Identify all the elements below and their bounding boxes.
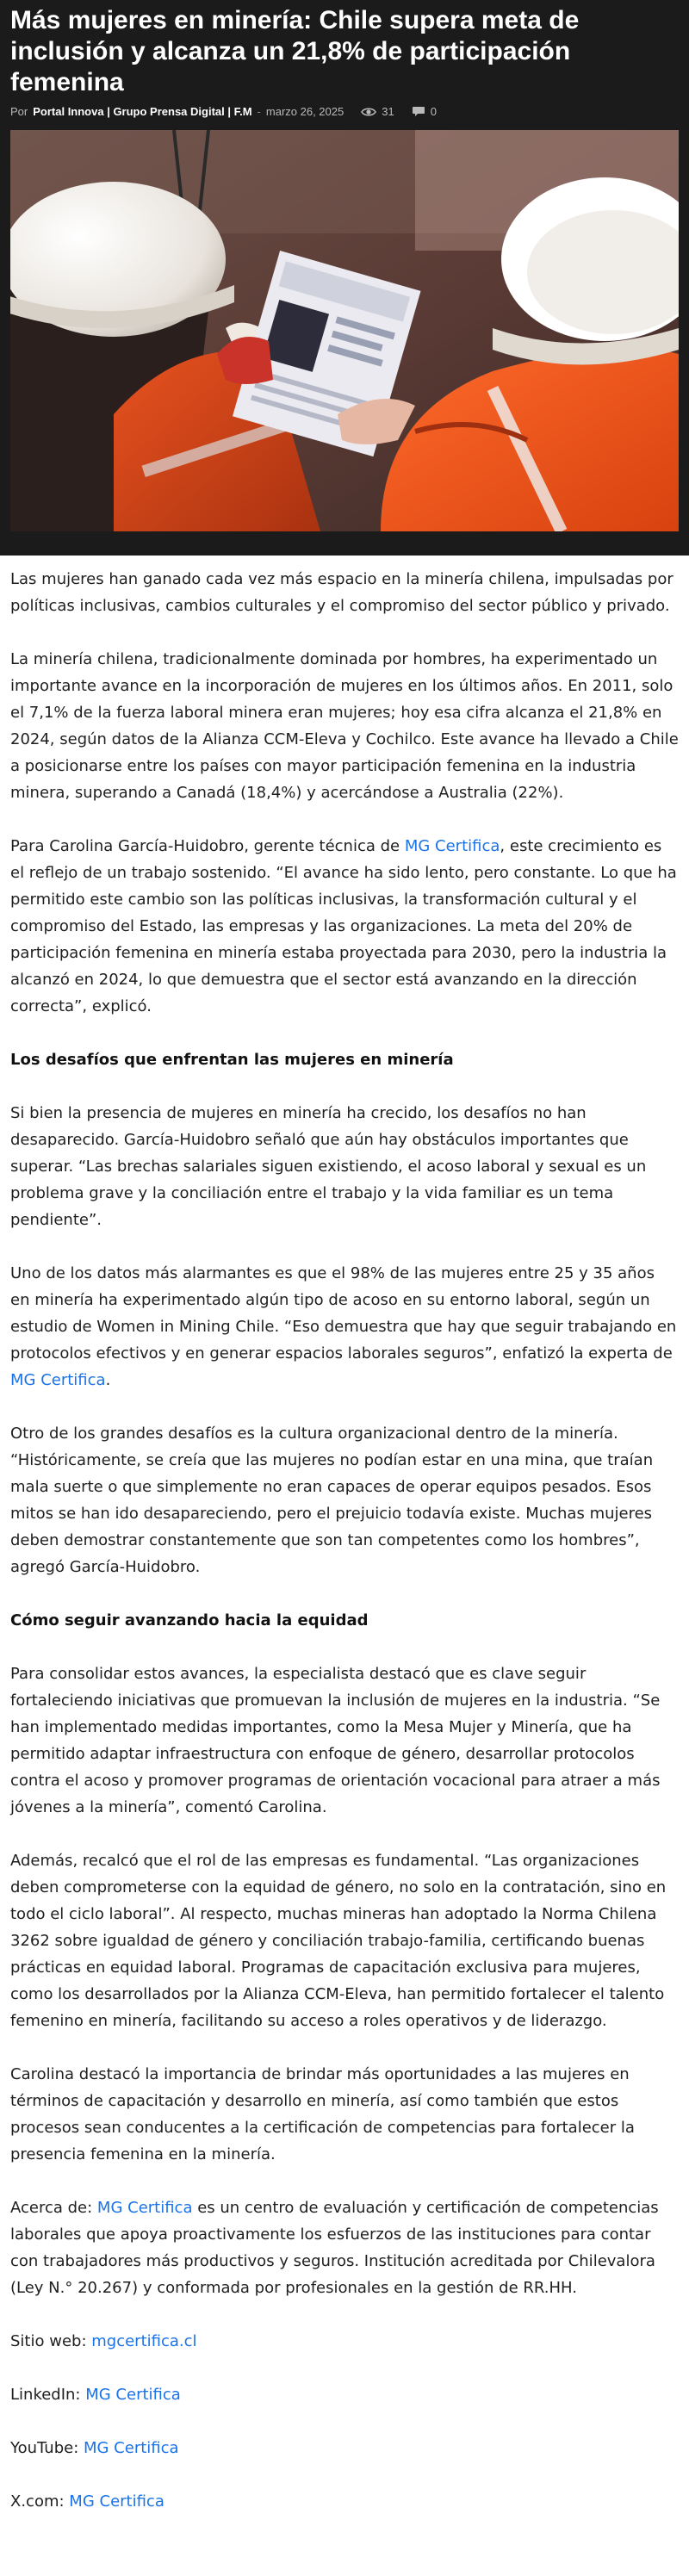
paragraph <box>10 1260 679 1394</box>
text: Acerca de: <box>10 2199 97 2217</box>
paragraph: Otro de los grandes desafíos es la cultura organizacional dentro de la minería. “Históricamente, se creía que las mujeres no podían estar en una mina, que traían mala suerte o que simplemente no eran capaces de operar equipos pesados. Esos mitos se han ido desapareciendo, pero el prejuicio todavía existe. Muchas mujeres deben demostrar constantemente que son tan competentes como los hombres”, agregó García-Huidobro. <box>10 1425 654 1576</box>
linkedin-link[interactable]: MG Certifica <box>85 2386 181 2404</box>
paragraph: Carolina destacó la importancia de brindar más oportunidades a las mujeres en términos de capacitación y desarrollo en minería, así como también que estos procesos sean conducentes a la certificación de competencias para fortalecer la presencia femenina en la minería. <box>10 2065 635 2163</box>
section-heading-desafios: Los desafíos que enfrentan las mujeres en minería <box>10 1051 454 1069</box>
mg-certifica-link[interactable]: MG Certifica <box>404 837 500 855</box>
website-link[interactable]: mgcertifica.cl <box>91 2332 197 2350</box>
by-prefix: Por <box>10 105 28 118</box>
text: Para Carolina García-Huidobro, gerente técnica de <box>10 837 405 855</box>
meta-separator: - <box>257 105 261 118</box>
text: , este crecimiento es el reflejo de un trabajo sostenido. “El avance ha sido lento, pero constante. Lo que ha permitido este cambio son las políticas inclusivas, la transformación cultural y el compromiso del Estado, las empresas y las organizaciones. La meta del 20% de participación femenina en minería estaba proyectada para 2030, pero la industria la alcanzó en 2024, lo que demuestra que el sector está avanzando en la dirección correcta”, explicó. <box>10 837 677 1015</box>
x-link[interactable]: MG Certifica <box>69 2492 164 2511</box>
publish-date: marzo 26, 2025 <box>265 105 344 118</box>
youtube-link[interactable]: MG Certifica <box>83 2439 179 2457</box>
link-label: Sitio web: <box>10 2332 92 2350</box>
hero-image-wrapper <box>0 130 689 556</box>
comments-count: 0 <box>430 105 437 118</box>
text: Uno de los datos más alarmantes es que el 98% de las mujeres entre 25 y 35 años en minería ha experimentado algún tipo de acoso en su entorno laboral, según un estudio de Women in Mining Chile. “Eso demuestra que hay que seguir trabajando en protocolos efectivos y en generar espacios laborales seguros”, enfatizó la experta de <box>10 1264 677 1362</box>
paragraph: Si bien la presencia de mujeres en minería ha crecido, los desafíos no han desaparecido. García-Huidobro señaló que aún hay obstáculos importantes que superar. “Las brechas salariales siguen existiendo, el acoso laboral y sexual es un problema grave y la conciliación entre el trabajo y la vida familiar es un tema pendiente”. <box>10 1104 647 1229</box>
paragraph <box>10 833 679 1020</box>
paragraph: La minería chilena, tradicionalmente dominada por hombres, ha experimentado un importante avance en la incorporación de mujeres en los últimos años. En 2011, solo el 7,1% de la fuerza laboral minera eran mujeres; hoy esa cifra alcanza el 21,8% en 2024, según datos de la Alianza CCM-Eleva y Cochilco. Este avance ha llevado a Chile a posicionarse entre los países con mayor participación femenina en la industria minera, superando a Canadá (18,4%) y acercándose a Australia (22%). <box>10 650 679 802</box>
link-label: LinkedIn: <box>10 2386 86 2404</box>
article-meta <box>10 105 679 118</box>
link-line-youtube <box>10 2435 679 2461</box>
views-stat <box>361 105 394 118</box>
comments-stat[interactable] <box>412 105 437 118</box>
article-title: Más mujeres en minería: Chile supera meta de inclusión y alcanza un 21,8% de participación femenina <box>10 6 580 96</box>
mg-certifica-link[interactable]: MG Certifica <box>96 2199 193 2217</box>
link-line-linkedin <box>10 2381 679 2408</box>
paragraph: Para consolidar estos avances, la especialista destacó que es clave seguir fortaleciendo iniciativas que promuevan la inclusión de mujeres en la industria. “Se han implementado medidas importantes, como la Mesa Mujer y Minería, que ha permitido adaptar infraestructura con enfoque de género, desarrollar protocolos contra el acoso y promover programas de orientación vocacional para atraer a más jóvenes a la minería”, comentó Carolina. <box>10 1665 661 1816</box>
mg-certifica-link[interactable]: MG Certifica <box>10 1371 106 1389</box>
article-header <box>0 0 689 130</box>
link-label: YouTube: <box>10 2439 84 2457</box>
author-link[interactable]: Portal Innova | Grupo Prensa Digital | F.M <box>33 105 252 118</box>
hero-image <box>10 130 679 531</box>
section-heading-equidad: Cómo seguir avanzando hacia la equidad <box>10 1611 369 1629</box>
article-body <box>0 566 689 2576</box>
link-line-x <box>10 2488 679 2515</box>
text: es un centro de evaluación y certificación de competencias laborales que apoya proactivamente los esfuerzos de las instituciones para contar con trabajadores más productivos y seguros. Institución acreditada por Chilevalora (Ley N.° 20.267) y conformada por profesionales en la gestión de RR.HH. <box>10 2199 659 2297</box>
link-line-website <box>10 2328 679 2355</box>
paragraph-intro: Las mujeres han ganado cada vez más espacio en la minería chilena, impulsadas por políticas inclusivas, cambios culturales y el compromiso del sector público y privado. <box>10 570 673 615</box>
comment-icon <box>412 106 425 117</box>
eye-icon <box>361 107 376 117</box>
paragraph: Además, recalcó que el rol de las empresas es fundamental. “Las organizaciones deben comprometerse con la equidad de género, no solo en la contratación, sino en todo el ciclo laboral”. Al respecto, muchas mineras han adoptado la Norma Chilena 3262 sobre igualdad de género y conciliación trabajo-familia, certificando buenas prácticas en equidad laboral. Programas de capacitación exclusiva para mujeres, como los desarrollados por la Alianza CCM-Eleva, han permitido fortalecer el talento femenino en minería, facilitando su acceso a roles operativos y de liderazgo. <box>10 1852 667 2030</box>
paragraph-about <box>10 2194 679 2301</box>
views-count: 31 <box>382 105 394 118</box>
link-label: X.com: <box>10 2492 70 2511</box>
text: . <box>105 1371 111 1389</box>
